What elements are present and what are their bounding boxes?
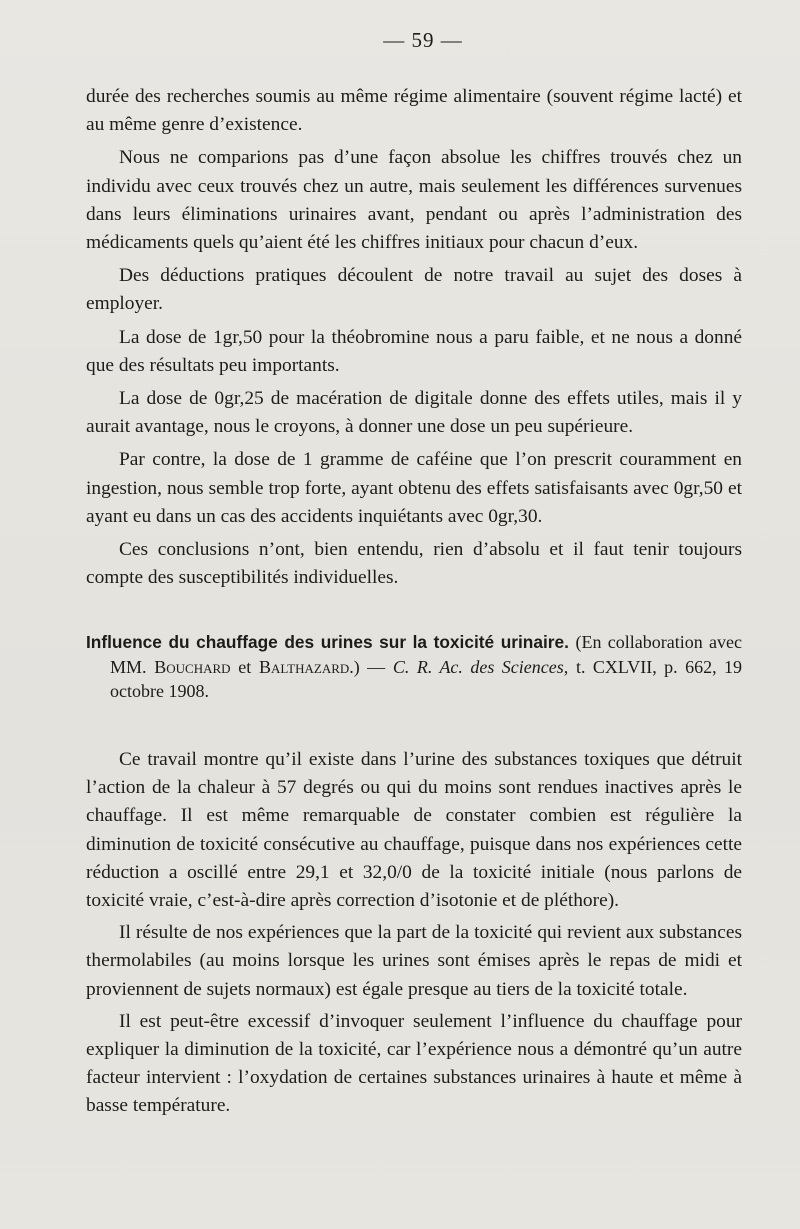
section-divider-space bbox=[86, 592, 742, 630]
citation-title: Influence du chauffage des urines sur la toxicité urinaire. bbox=[86, 632, 569, 653]
citation-collab-prefix: (En collaboration avec MM. bbox=[110, 632, 742, 677]
paragraph-cafeine: Par contre, la dose de 1 gramme de caféine que l’on prescrit couramment en ingestion, nous semble trop forte, ayant obtenu des effets satisfaisants avec 0gr,50 et ayant eu dans un cas des accidents inquiétants avec 0gr,30. bbox=[86, 449, 742, 527]
page-number: — 59 — bbox=[383, 28, 463, 52]
paragraph-digitale: La dose de 0gr,25 de macération de digitale donne des effets utiles, mais il y aurait avantage, nous le croyons, à donner une dose un peu supérieure. bbox=[86, 388, 742, 438]
paragraph-oxydation: Il est peut-être excessif d’invoquer seulement l’influence du chauffage pour expliquer la diminution de la toxicité, car l’expérience nous a démontré qu’un autre facteur intervient : l’oxydation de certaines substances urinaires à haute et même à basse température. bbox=[86, 1010, 742, 1117]
publication-citation bbox=[86, 630, 742, 704]
citation-and: et bbox=[238, 656, 252, 677]
citation-journal: C. R. Ac. des Sciences, bbox=[392, 656, 569, 677]
top-section bbox=[86, 83, 742, 592]
citation-author-2: Balthazard bbox=[259, 656, 350, 677]
paragraph-thermolabiles: Il résulte de nos expériences que la part de la toxicité qui revient aux substances thermolabiles (au moins lorsque les urines sont émises après le repas de midi et proviennent de sujets normaux) est égale presque au tiers de la toxicité totale. bbox=[86, 922, 742, 1000]
citation-author-1: Bouchard bbox=[154, 656, 231, 677]
citation-collab-suffix: .) — bbox=[349, 656, 386, 677]
paragraph-continuation: durée des recherches soumis au même régime alimentaire (souvent régime lacté) et au même genre d’existence. bbox=[86, 86, 742, 136]
paragraph-chauffage-results: Ce travail montre qu’il existe dans l’urine des substances toxiques que détruit l’action de la chaleur à 57 degrés ou qui du moins sont rendues inactives après le chauffage. Il est même remarquable de constater combien est régulière la diminution de toxicité consécutive au chauffage, puisque dans nos expériences cette réduction a oscillé entre 29,1 et 32,0/0 de la toxicité initiale (nous parlons de toxicité vraie, c’est-à-dire après correction d’isotonie et de pléthore). bbox=[86, 748, 742, 911]
body-section bbox=[86, 746, 742, 1121]
paragraph-conclusions: Ces conclusions n’ont, bien entendu, rien d’absolu et il faut tenir toujours compte des susceptibilités individuelles. bbox=[86, 539, 742, 589]
paragraph-comparison: Nous ne comparions pas d’une façon absolue les chiffres trouvés chez un individu avec ceux trouvés chez un autre, mais seulement les différences survenues dans leurs éliminations urinaires avant, pendant ou après l’administration des médicaments quels qu’aient été les chiffres initiaux pour chacun d’eux. bbox=[86, 147, 742, 254]
paragraph-theobromine: La dose de 1gr,50 pour la théobromine nous a paru faible, et ne nous a donné que des résultats peu importants. bbox=[86, 326, 742, 376]
citation-details: t. CXLVII, p. 662, 19 octobre 1908. bbox=[110, 656, 742, 702]
paragraph-deductions: Des déductions pratiques découlent de notre travail au sujet des doses à employer. bbox=[86, 265, 742, 315]
